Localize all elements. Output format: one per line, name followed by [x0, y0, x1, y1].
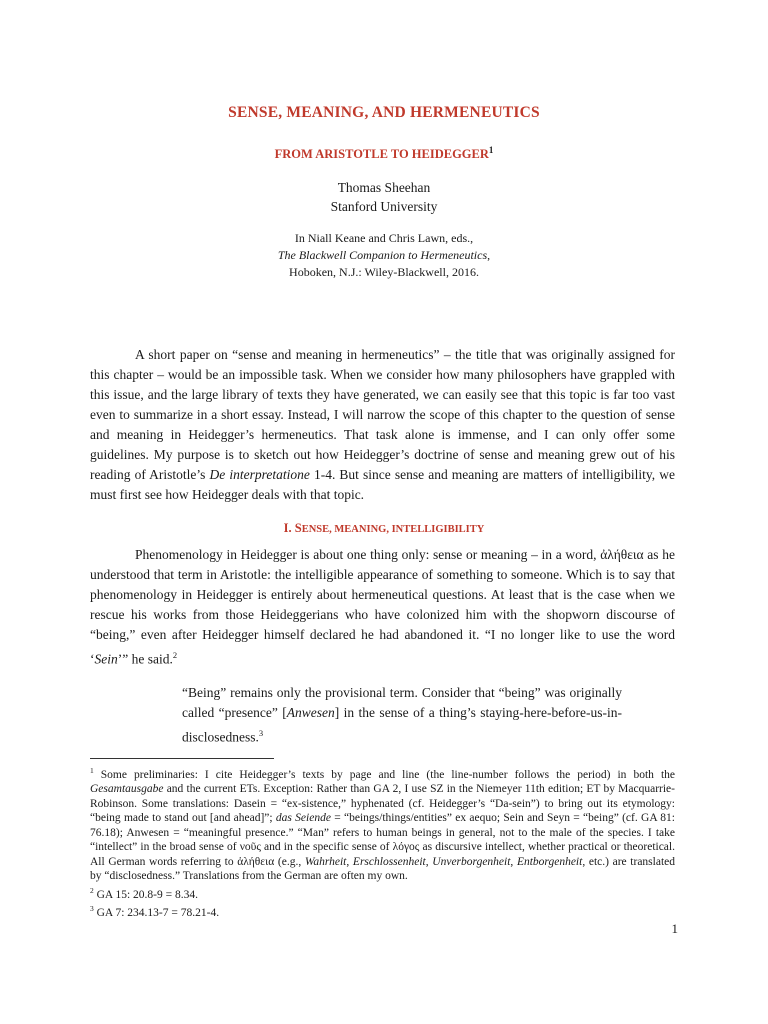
citation-book — [0, 247, 768, 264]
section-text-b: ’” he said. — [117, 651, 173, 667]
subtitle-text: FROM ARISTOTLE TO HEIDEGGER — [274, 147, 489, 162]
quote-text-a: “Being” remains only the provisional term. Consider that “being” was originally called “presence” [ — [182, 685, 622, 720]
footnote-1-italic: Erschlossenheit — [352, 855, 426, 868]
footnote-1 — [90, 764, 675, 884]
footnotes — [90, 764, 675, 920]
intro-text-b: 1-4. But since sense and meaning are matters of intelligibility, we must first see how Heidegger deals with that topic. — [90, 467, 675, 502]
footnote-1-text: , etc.) are translated by “disclosedness.” Translations from the German are often my own. — [90, 855, 676, 883]
footnote-2 — [90, 884, 675, 902]
footnote-3 — [90, 902, 675, 920]
section-heading-numeral: I. S — [283, 521, 302, 535]
footnote-1-text: = “beings/things/entities” ex aequo; Sein and Seyn = “being” (cf. GA 81: 76.18); Anwesen = “meaningful presence.” “Man” refers to human beings in general, not to the male of the species. I take “intellect” in the broad sense of νοῦς and in the specific sense of λόγος as discursive intellect, whether practical or theoretical. All German words referring to ἀλήθεια (e.g., — [90, 812, 675, 868]
footnote-1-mark: 1 — [90, 766, 94, 775]
footnote-1-italic: Gesamtausgabe — [90, 783, 164, 796]
footnote-ref-1[interactable]: 1 — [488, 145, 494, 155]
footnote-1-italic: Wahrheit — [304, 855, 347, 868]
footnote-1-text: , — [510, 855, 517, 868]
citation-block — [0, 230, 768, 281]
footnote-2-mark: 2 — [90, 885, 94, 895]
footnote-ref-3[interactable]: 3 — [258, 728, 264, 738]
citation-book-comma: , — [487, 248, 491, 262]
footnote-3-mark: 3 — [90, 904, 94, 914]
section-heading-rest: ENSE, MEANING, INTELLIGIBILITY — [301, 524, 485, 535]
citation-book-title: The Blackwell Companion to Hermeneutics — [277, 248, 488, 262]
page-number: 1 — [671, 921, 678, 936]
block-quote — [182, 683, 622, 748]
section-text-italic: Sein — [94, 651, 118, 667]
footnote-divider — [90, 758, 274, 759]
author-name: Thomas Sheehan — [337, 180, 431, 195]
footnote-ref-2[interactable]: 2 — [172, 650, 178, 660]
footnote-1-text: , — [425, 855, 433, 868]
footnote-3-text: GA 7: 234.13-7 = 78.21-4. — [93, 906, 220, 919]
paper-title: SENSE, MEANING, AND HERMENEUTICS — [228, 104, 540, 121]
section-heading — [0, 521, 768, 536]
footnote-1-text: and the current ETs. Exception: Rather than GA 2, I use SZ in the Niemeyer 11th edition; ET by Macquarrie-Robinson. Some translations: Dasein = “ex-sistence,” hyphenated (cf. Heidegger’s “Da-sein”) to bring out its etymology: “being made to stand out [and ahead]”; — [90, 783, 675, 825]
quote-text-italic: Anwesen — [286, 705, 335, 720]
intro-text-italic: De interpretatione — [209, 467, 310, 482]
intro-text-a: A short paper on “sense and meaning in hermeneutics” – the title that was originally assigned for this chapter – would be an impossible task. When we consider how many philosophers have grappled with this issue, and the large library of texts they have generated, we can easily see that this topic is far too vast even to summarize in a short essay. Instead, I will narrow the scope of this chapter to the question of sense and meaning in Heidegger’s hermeneutics. That task alone is immense, and I can only offer some guidelines. My purpose is to sketch out how Heidegger’s doctrine of sense and meaning grew out of his reading of Aristotle’s — [90, 347, 675, 482]
footnote-1-italic: Unverborgenheit — [432, 855, 511, 868]
citation-editors: In Niall Keane and Chris Lawn, eds., — [294, 231, 474, 245]
section-text-a: Phenomenology in Heidegger is about one thing only: sense or meaning – in a word, ἀλήθεια as he understood that term in Aristotle: the intelligible appearance of something to someone. Which is to say that phenomenology in Heidegger is entirely about hermeneutical questions. At least that is the case when we rescue his works from those Heideggerians who have colonized him with the shopworn discourse of “being,” even after Heidegger himself declared he had abandoned it. “I no longer like to use the word ‘ — [90, 547, 675, 667]
paper-subtitle — [0, 145, 768, 162]
footnote-2-text: GA 15: 20.8-9 = 8.34. — [93, 888, 198, 901]
footnote-1-italic: Entborgenheit — [516, 855, 583, 868]
section-paragraph — [90, 545, 675, 670]
citation-publisher: Hoboken, N.J.: Wiley-Blackwell, 2016. — [289, 265, 479, 279]
footnote-1-italic: das Seiende — [275, 812, 331, 825]
author-block — [0, 178, 768, 216]
intro-paragraph — [90, 345, 675, 505]
quote-text-b: ] in the sense of a thing’s staying-here-before-us-in-disclosedness. — [182, 705, 622, 745]
author-affiliation: Stanford University — [330, 199, 438, 214]
footnote-1-text: , — [346, 855, 353, 868]
footnote-1-text: Some preliminaries: I cite Heidegger’s texts by page and line (the line-number follows the period) in both the — [93, 768, 675, 781]
